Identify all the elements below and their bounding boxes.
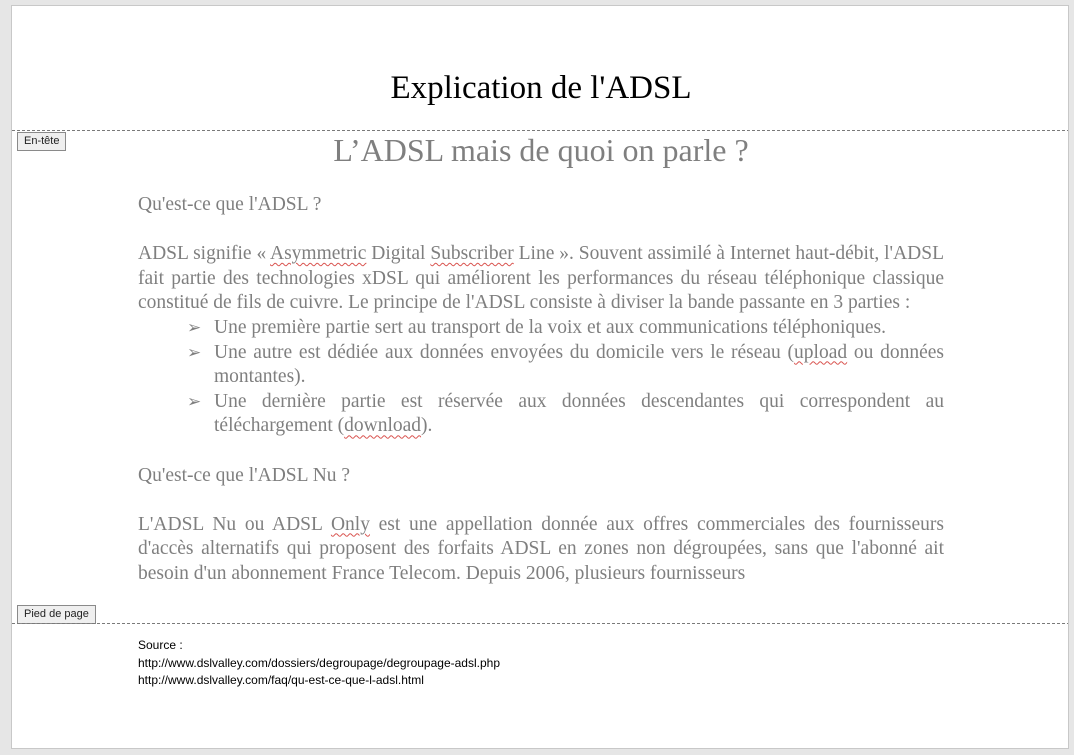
header-tag[interactable]: En-tête [17, 132, 66, 151]
spellcheck-word[interactable]: Asymmetric [270, 243, 367, 265]
text-run: Digital [366, 243, 431, 265]
text-run: Une autre est dédiée aux données envoyées du domicile vers le réseau ( [214, 341, 795, 363]
arrow-bullet-icon: ➢ [187, 391, 202, 411]
list-item[interactable] [138, 316, 944, 341]
footer-source-url[interactable]: http://www.dslvalley.com/faq/qu-est-ce-que-l-adsl.html [138, 673, 424, 687]
body-title[interactable]: L’ADSL mais de quoi on parle ? [333, 132, 749, 168]
text-run: Line ». Souvent assimilé à Internet haut-débit, l'ADSL fait partie des technologies xDSL qui améliorent les performances du réseau téléphonique classique constitué de fils de cuivre. Le principe de l'ADSL consiste à diviser la bande passante en 3 parties : [138, 243, 944, 314]
document-body[interactable] [138, 193, 944, 587]
document-page [11, 5, 1069, 749]
bullet-list [138, 316, 944, 439]
header-separator [12, 130, 1069, 131]
text-run: est une appellation donnée aux offres commerciales des fournisseurs d'accès alternatifs qui proposent des forfaits ADSL en zones non dégroupées, sans que l'abonné ait besoin d'un abonnement France Telecom. Depuis 2006, plusieurs fournisseurs [138, 513, 944, 584]
question-adsl[interactable]: Qu'est-ce que l'ADSL ? [138, 194, 322, 215]
text-run: ADSL signifie « [138, 243, 270, 265]
question-adsl-nu[interactable]: Qu'est-ce que l'ADSL Nu ? [138, 464, 351, 486]
arrow-bullet-icon: ➢ [187, 317, 202, 337]
paragraph-adsl[interactable] [138, 242, 944, 316]
footer-separator [12, 623, 1069, 624]
list-item[interactable] [138, 341, 944, 390]
text-run: ). [421, 415, 433, 437]
text-run: Une dernière partie est réservée aux données descendantes qui correspondent au téléchargement ( [214, 390, 944, 437]
footer-tag[interactable]: Pied de page [17, 605, 96, 624]
footer-content[interactable] [138, 637, 500, 690]
text-run: ou données montantes). [214, 341, 944, 388]
text-run: L'ADSL Nu ou ADSL [138, 513, 331, 535]
footer-source-url[interactable]: http://www.dslvalley.com/dossiers/degroupage/degroupage-adsl.php [138, 655, 500, 670]
spellcheck-word[interactable]: upload [794, 341, 848, 363]
spellcheck-word[interactable]: Only [330, 513, 370, 535]
paragraph-adsl-nu[interactable] [138, 513, 944, 587]
arrow-bullet-icon: ➢ [187, 342, 202, 362]
spellcheck-word[interactable]: Subscriber [430, 243, 514, 265]
list-item[interactable] [138, 390, 944, 439]
header-title[interactable]: Explication de l'ADSL [390, 70, 692, 106]
footer-source-label: Source : [138, 638, 183, 652]
text-run: Une première partie sert au transport de la voix et aux communications téléphoniques. [214, 316, 886, 338]
spellcheck-word[interactable]: download [344, 415, 422, 437]
